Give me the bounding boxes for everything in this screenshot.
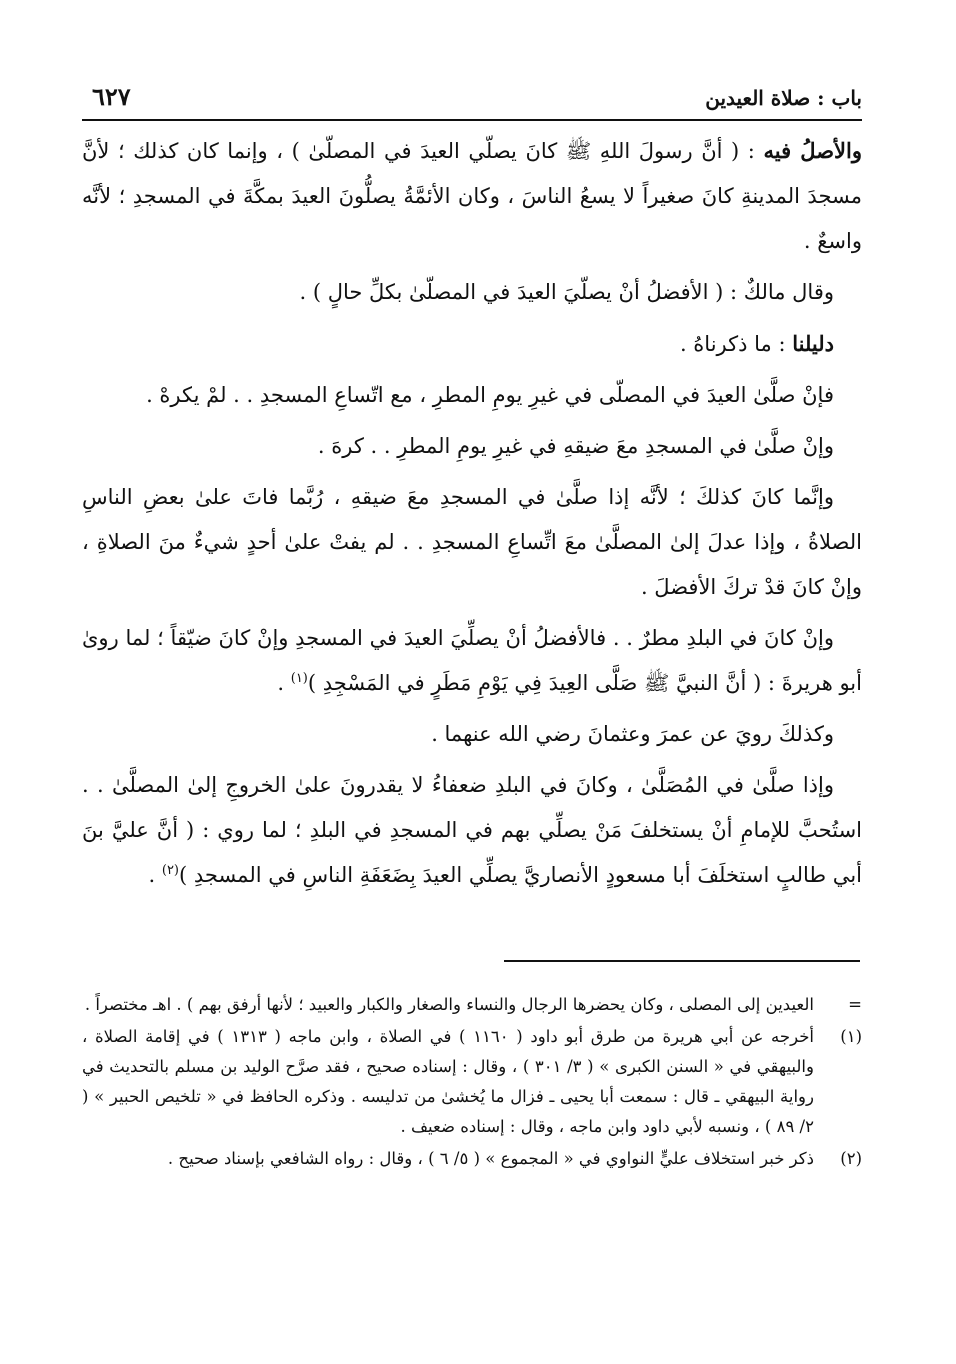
footnote	[82, 990, 862, 1020]
paragraph	[82, 763, 862, 898]
paragraph: وكذلكَ رويَ عن عمرَ وعثمانَ رضي الله عنهما .	[431, 722, 834, 746]
paragraph-text: .	[148, 863, 162, 887]
paragraph: وإنْ صلَّىٰ في المسجدِ معَ ضيقهِ في غيرِ يومِ المطرِ . . كرهَ .	[317, 434, 834, 458]
paragraph: وقال مالكٌ : ( الأفضلُ أنْ يصلّيَ العيدَ في المصلّىٰ بكلِّ حالٍ ) .	[299, 280, 834, 304]
footnote-reference[interactable]: (١)	[290, 671, 308, 686]
paragraph-text: وإذا صلَّىٰ في المُصَلَّىٰ ، وكانَ في البلدِ ضعفاءُ لا يقدرونَ علىٰ الخروجِ إلىٰ المصلَّىٰ . . استُحبَّ للإمامِ أنْ يستخلفَ مَنْ يصلِّي بهم في المسجدِ في البلدِ ؛ لما روي : ( أنَّ عليَّ بنَ أبي طالبٍ استخلَفَ أبا مسعودٍ الأنصاريَّ يصلِّي العيدَ بِضَعَفَةِ الناسِ في المسجدِ )	[82, 773, 862, 887]
page-header	[82, 82, 862, 116]
main-text	[82, 128, 862, 904]
page-number: ٦٢٧	[92, 82, 131, 111]
paragraph-lead: دليلنا	[792, 331, 834, 356]
footnote-marker: (١)	[840, 1027, 862, 1046]
paragraph	[82, 128, 862, 264]
footnotes	[82, 990, 862, 1176]
paragraph-text: : ما ذكرناهُ .	[679, 332, 793, 356]
paragraph: فإنْ صلَّىٰ العيدَ في المصلّى في غيرِ يومِ المطرِ ، مع اتّساعِ المسجدِ . . لمْ يكرهْ .	[146, 383, 834, 407]
footnote-reference[interactable]: (٢)	[161, 863, 179, 878]
footnote-text: العيدين إلى المصلى ، وكان يحضرها الرجال والنساء والصغار والكبار والعبيد ؛ لأنها أرفق بهم ) . اهـ مختصراً .	[84, 995, 814, 1014]
paragraph-text: .	[277, 671, 291, 695]
paragraph: وإنَّما كانَ كذلكَ ؛ لأنَّه إذا صلَّىٰ في المسجدِ معَ ضيقهِ ، رُبَّما فاتَ علىٰ بعضِ الناسِ الصلاةُ ، وإذا عدلَ إلىٰ المصلَّىٰ معَ اتِّساعِ المسجدِ . . لم يفتْ علىٰ أحدٍ شيءٌ منَ الصلاةِ ، وإنْ كانَ قدْ تركَ الأفضلَ .	[82, 485, 862, 599]
footnote-text: ذكر خبر استخلاف عليٍّ النواوي في « المجموع » ( ٥/ ٦ ) ، وقال : رواه الشافعي بإسناد صحيح .	[167, 1149, 814, 1168]
running-title: باب : صلاة العيدين	[705, 86, 862, 110]
paragraph	[82, 616, 862, 706]
footnote	[82, 1022, 862, 1142]
footnote-marker: (٢)	[840, 1149, 862, 1168]
footnote-marker: =	[848, 995, 862, 1014]
paragraph-text: : ( أنَّ رسولَ اللهِ ﷺ كانَ يصلّي العيدَ في المصلّىٰ ) ، وإنما كان كذلك ؛ لأنَّ مسجدَ المدينةِ كانَ صغيراً لا يسعُ الناسَ ، وكان الأئمَّةُ يصلُّونَ العيدَ بمكَّةَ في المسجدِ ؛ لأنَّه واسعٌ .	[82, 139, 862, 253]
paragraph-lead: والأصلُ فيه	[763, 138, 862, 163]
paragraph	[82, 321, 862, 367]
header-rule	[82, 119, 862, 121]
footnote-rule	[504, 960, 860, 962]
footnote-text: أخرجه عن أبي هريرة من طرق أبو داود ( ١١٦٠ ) في الصلاة ، وابن ماجه ( ١٣١٣ ) في إقامة الصلاة ، والبيهقي في « السنن الكبرى » ( ٣/ ٣٠١ ) ، وقال : إسناده صحيح ، فقد صرَّح الوليد بن مسلم بالتحديث في رواية البيهقي ـ قال : سمعت أبا يحيى ـ فزال ما يُخشىٰ من تدليسه . وذكره الحافظ في « تلخيص الحبير » ( ٢/ ٨٩ ) ، ونسبه لأبي داود وابن ماجه ، وقال : إسناده ضعيف .	[82, 1027, 814, 1136]
paragraph-text: وإنْ كانَ في البلدِ مطرٌ . . فالأفضلُ أنْ يصلِّيَ العيدَ في المسجدِ وإنْ كانَ ضيّقاً ؛ لما روىٰ أبو هريرةَ : ( أنَّ النبيَّ ﷺ صَلَّى العِيدَ فِي يَوْمِ مَطَرٍ في المَسْجِدِ )	[82, 626, 862, 695]
footnote	[82, 1144, 862, 1174]
